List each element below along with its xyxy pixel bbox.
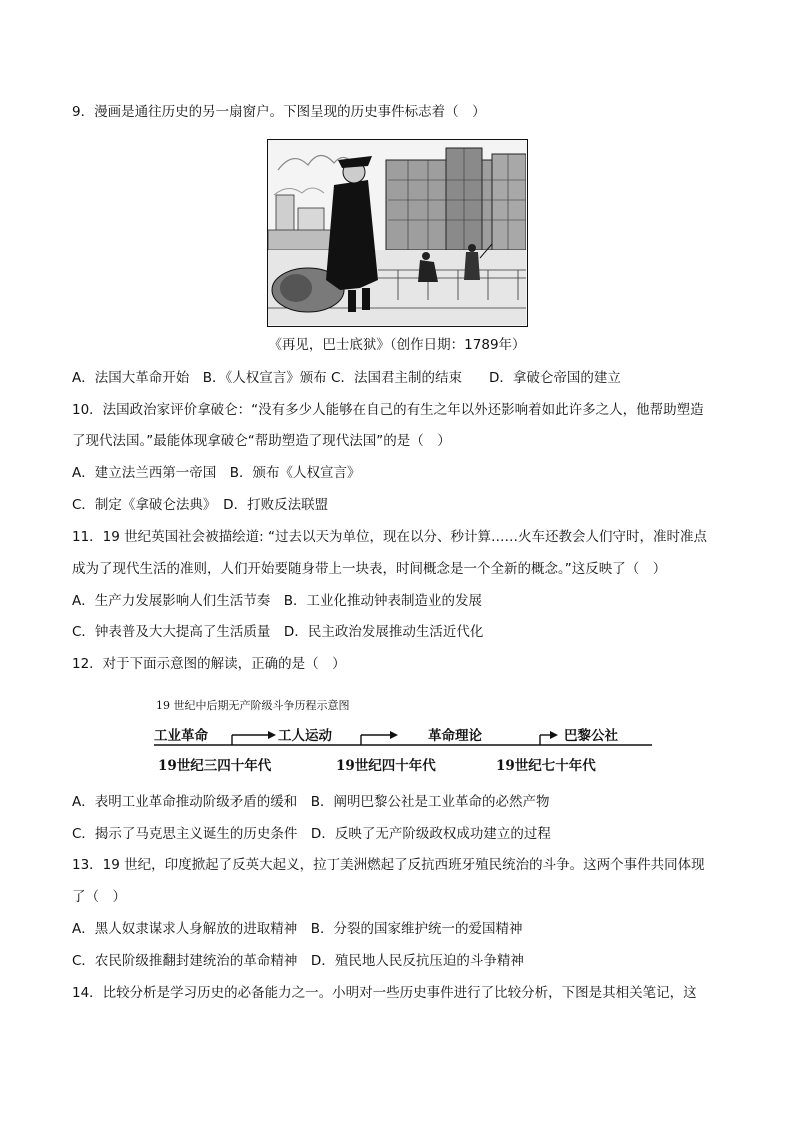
q13-options-cd: C．农民阶级推翻封建统治的革命精神 D．殖民地人民反抗压迫的斗争精神 [72,953,524,969]
q11-stem-line2: 成为了现代生活的准则，人们开始要随身带上一块表，时间概念是一个全新的概念。”这反映了（ ） [72,561,667,577]
q13-stem-line1: 13．19 世纪，印度掀起了反英大起义，拉丁美洲燃起了反抗西班牙殖民统治的斗争。这两个事件共同体现 [72,857,705,873]
node-revolutionary-theory: 革命理论 [428,728,482,744]
q10-options-cd: C．制定《拿破仑法典》 D．打败反法联盟 [72,497,329,513]
era-1870s: 19世纪七十年代 [496,758,596,774]
bastille-cartoon-image [267,139,528,327]
q10-options-ab: A．建立法兰西第一帝国 B．颁布《人权宣言》 [72,465,361,481]
q13-stem-line2: 了（ ） [72,889,126,905]
q10-stem-line1: 10．法国政治家评价拿破仑：“没有多少人能够在自己的有生之年以外还影响着如此许多之人，他帮助塑造 [72,402,704,418]
q12-timeline-diagram [150,697,655,777]
node-industrial-revolution: 工业革命 [154,728,208,744]
q13-options-ab: A．黑人奴隶谋求人身解放的进取精神 B．分裂的国家维护统一的爱国精神 [72,921,523,937]
q9-stem: 9．漫画是通往历史的另一扇窗户。下图呈现的历史事件标志着（ ） [72,104,486,120]
q12-options-cd: C．揭示了马克思主义诞生的历史条件 D．反映了无产阶级政权成功建立的过程 [72,826,551,842]
era-1840s: 19世纪四十年代 [336,758,436,774]
cartoon-drawing [268,140,526,325]
q14-stem-line1: 14．比较分析是学习历史的必备能力之一。小明对一些历史事件进行了比较分析，下图是其相关笔记，这 [72,985,697,1001]
q11-stem-line1: 11．19 世纪英国社会被描绘道: “过去以天为单位，现在以分、秒计算……火车还教会人们守时，准时准点 [72,529,707,545]
era-1830s-40s: 19世纪三四十年代 [158,758,272,774]
q11-options-ab: A．生产力发展影响人们生活节奏 B．工业化推动钟表制造业的发展 [72,593,482,609]
q11-options-cd: C．钟表普及大大提高了生活质量 D．民主政治发展推动生活近代化 [72,624,484,640]
node-paris-commune: 巴黎公社 [564,728,618,744]
diagram-title: 19 世纪中后期无产阶级斗争历程示意图 [156,699,350,712]
q9-options: A．法国大革命开始 B．《人权宣言》颁布 C．法国君主制的结束 D．拿破仑帝国的建立 [72,370,621,386]
q12-options-ab: A．表明工业革命推动阶级矛盾的缓和 B．阐明巴黎公社是工业革命的必然产物 [72,794,550,810]
node-workers-movement: 工人运动 [278,728,332,744]
q10-stem-line2: 了现代法国。”最能体现拿破仑“帮助塑造了现代法国”的是（ ） [72,433,451,449]
q12-stem: 12．对于下面示意图的解读，正确的是（ ） [72,656,346,672]
q9-image-caption: 《再见，巴士底狱》（创作日期：1789年） [268,337,526,353]
